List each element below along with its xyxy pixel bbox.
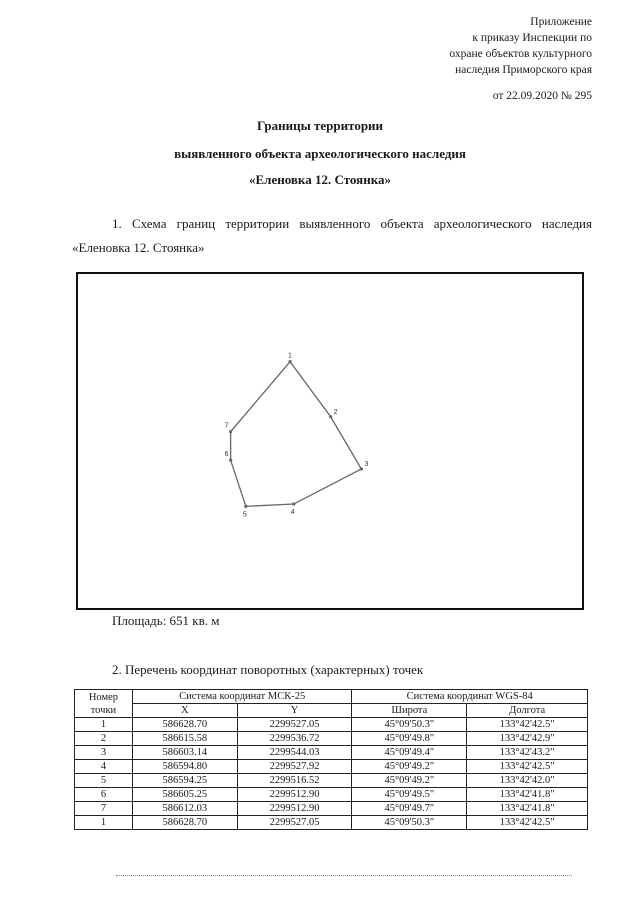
point-number-cell: 1 <box>75 816 133 830</box>
document-title-line2: выявленного объекта археологического наследия <box>174 146 466 161</box>
boundary-point <box>292 502 295 505</box>
point-number-cell: 4 <box>75 760 133 774</box>
bottom-divider <box>116 875 572 876</box>
boundary-point-label: 7 <box>224 422 229 430</box>
order-reference: от 22.09.2020 № 295 <box>492 90 592 102</box>
table-row <box>75 760 588 774</box>
document-title-line3: «Еленовка 12. Стоянка» <box>249 172 391 187</box>
boundary-point-label: 4 <box>290 509 295 517</box>
table-row <box>75 816 588 830</box>
section1-paragraph: 1. Схема границ территории выявленного объекта археологического наследия «Еленовка 12. Стоянка» <box>72 216 592 255</box>
boundary-point-label: 3 <box>364 461 369 469</box>
table-row <box>75 732 588 746</box>
header-point-number-line1: Номер <box>88 691 119 703</box>
table-row <box>75 718 588 732</box>
latitude-cell: 45°09'49.4" <box>352 746 467 760</box>
y-cell: 2299527.05 <box>237 816 352 830</box>
header-point-number-line2: точки <box>90 704 117 716</box>
point-number-cell: 1 <box>75 718 133 732</box>
x-cell: 586603.14 <box>132 746 237 760</box>
y-cell: 2299544.03 <box>237 746 352 760</box>
appendix-block <box>292 14 592 78</box>
longitude-cell: 133°42'41.8" <box>467 788 588 802</box>
x-cell: 586615.58 <box>132 732 237 746</box>
appendix-line: охране объектов культурного <box>449 48 592 60</box>
boundary-point <box>329 415 332 418</box>
x-cell: 586628.70 <box>132 718 237 732</box>
longitude-cell: 133°42'42.5" <box>467 816 588 830</box>
y-cell: 2299512.90 <box>237 788 352 802</box>
table-body <box>75 718 588 830</box>
boundary-point-label: 1 <box>288 352 292 360</box>
point-number-cell: 5 <box>75 774 133 788</box>
latitude-cell: 45°09'49.8" <box>352 732 467 746</box>
boundary-point <box>229 459 232 462</box>
boundary-point-label: 2 <box>333 408 338 416</box>
boundary-polygon <box>231 362 362 507</box>
appendix-line: к приказу Инспекции по <box>472 32 592 44</box>
y-cell: 2299527.92 <box>237 760 352 774</box>
appendix-line: Приложение <box>530 16 592 28</box>
longitude-cell: 133°42'42.5" <box>467 718 588 732</box>
header-wgs-system: Система координат WGS-84 <box>352 690 588 704</box>
x-cell: 586594.80 <box>132 760 237 774</box>
table-row <box>75 774 588 788</box>
x-cell: 586612.03 <box>132 802 237 816</box>
point-number-cell: 3 <box>75 746 133 760</box>
longitude-cell: 133°42'42.9" <box>467 732 588 746</box>
header-latitude: Широта <box>352 704 467 718</box>
table-row <box>75 802 588 816</box>
latitude-cell: 45°09'49.2" <box>352 774 467 788</box>
y-cell: 2299527.05 <box>237 718 352 732</box>
point-number-cell: 2 <box>75 732 133 746</box>
point-number-cell: 6 <box>75 788 133 802</box>
boundary-point <box>229 430 232 433</box>
boundary-point <box>360 467 363 470</box>
header-y: Y <box>237 704 352 718</box>
latitude-cell: 45°09'49.7" <box>352 802 467 816</box>
x-cell: 586628.70 <box>132 816 237 830</box>
point-number-cell: 7 <box>75 802 133 816</box>
header-point-number <box>75 690 133 718</box>
latitude-cell: 45°09'49.5" <box>352 788 467 802</box>
longitude-cell: 133°42'42.5" <box>467 760 588 774</box>
table-subheader-row <box>75 704 588 718</box>
table-row <box>75 746 588 760</box>
boundary-scheme-drawing <box>78 274 582 608</box>
coordinates-table <box>74 689 588 830</box>
longitude-cell: 133°42'42.0" <box>467 774 588 788</box>
x-cell: 586594.25 <box>132 774 237 788</box>
table-row <box>75 788 588 802</box>
longitude-cell: 133°42'41.8" <box>467 802 588 816</box>
table-header-row <box>75 690 588 704</box>
y-cell: 2299536.72 <box>237 732 352 746</box>
section2-heading: 2. Перечень координат поворотных (характерных) точек <box>112 662 424 677</box>
longitude-cell: 133°42'43.2" <box>467 746 588 760</box>
boundary-point-label: 5 <box>242 511 247 519</box>
boundary-point <box>288 360 291 363</box>
header-longitude: Долгота <box>467 704 588 718</box>
x-cell: 586605.25 <box>132 788 237 802</box>
header-msk-system: Система координат МСК-25 <box>132 690 352 704</box>
latitude-cell: 45°09'49.2" <box>352 760 467 774</box>
document-title-line1: Границы территории <box>256 118 384 133</box>
boundary-scheme <box>76 272 584 610</box>
boundary-point <box>244 505 247 508</box>
area-text: Площадь: 651 кв. м <box>112 613 220 628</box>
appendix-line: наследия Приморского края <box>455 64 592 76</box>
header-x: X <box>132 704 237 718</box>
latitude-cell: 45°09'50.3" <box>352 718 467 732</box>
latitude-cell: 45°09'50.3" <box>352 816 467 830</box>
boundary-point-label: 6 <box>224 451 229 459</box>
y-cell: 2299516.52 <box>237 774 352 788</box>
y-cell: 2299512.90 <box>237 802 352 816</box>
